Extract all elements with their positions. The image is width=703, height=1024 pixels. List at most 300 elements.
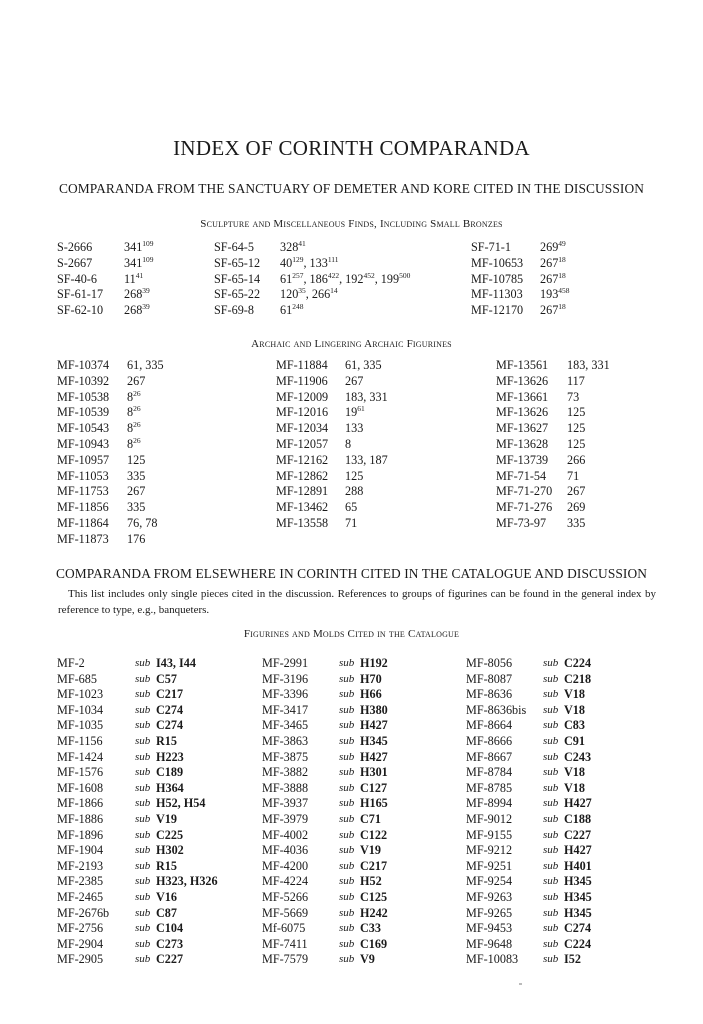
archaic-column-1 (57, 358, 257, 548)
accession-number: MF-13558 (276, 515, 329, 530)
sub-label: sub (135, 953, 151, 966)
page-reference: $61^{257}$, $186^{422}$, $192^{452}$, $199^{500}$ (280, 270, 411, 286)
index-entry (57, 358, 257, 374)
sub-label: sub (543, 719, 559, 732)
accession-number: MF-8087 (466, 671, 513, 686)
page-reference: $40^{129}$, $133^{111}$ (280, 254, 339, 270)
catalogue-number: C57 (156, 671, 177, 686)
catalogue-entry (262, 672, 462, 688)
catalogue-entry (57, 859, 257, 875)
catalogue-number: R15 (156, 858, 177, 873)
page-reference: 73 (567, 389, 580, 404)
page-reference: $341^{109}$ (124, 254, 154, 270)
sub-label: sub (339, 812, 355, 825)
index-entry (57, 405, 257, 421)
sub-label: sub (135, 657, 151, 669)
catalogue-entry (466, 765, 646, 781)
accession-number: MF-2676b (57, 905, 110, 920)
catalogue-number: H401 (564, 858, 592, 873)
index-entry (276, 437, 476, 453)
page-reference: $8^{26}$ (127, 420, 141, 436)
accession-number: MF-3396 (262, 687, 309, 702)
sub-label: sub (135, 703, 151, 716)
accession-number: MF-3465 (262, 718, 309, 733)
catalogue-entry (466, 703, 646, 719)
page-reference: 288 (345, 484, 364, 499)
catalogue-number: H223 (156, 749, 184, 764)
page-reference: 133, 187 (345, 452, 388, 467)
accession-number: MF-11856 (57, 500, 109, 515)
index-entry (496, 421, 656, 437)
sub-label: sub (339, 953, 355, 966)
catalogue-entry (262, 781, 462, 797)
accession-number: Mf-6075 (262, 921, 306, 936)
accession-number: MF-13561 (496, 358, 549, 372)
archaic-column-2 (276, 358, 476, 532)
catalogue-number: H165 (360, 796, 388, 811)
accession-number: MF-1608 (57, 780, 104, 795)
sub-label: sub (339, 875, 355, 888)
index-entry (276, 469, 476, 485)
page-reference: 183, 331 (345, 389, 388, 404)
accession-number: MF-73-97 (496, 515, 547, 530)
sub-label: sub (339, 734, 355, 747)
catalogue-number: I43, I44 (156, 656, 196, 670)
index-entry (276, 484, 476, 500)
catalogue-entry (262, 734, 462, 750)
accession-number: MF-8664 (466, 718, 513, 733)
accession-number: MF-12016 (276, 405, 329, 420)
accession-number: MF-8636 (466, 687, 513, 702)
index-entry (214, 272, 464, 288)
index-entry (214, 240, 464, 256)
sub-label: sub (543, 844, 559, 857)
accession-number: MF-3937 (262, 796, 309, 811)
accession-number: SF-62-10 (57, 303, 104, 318)
catalogue-number: V18 (564, 780, 585, 795)
catalogue-entry (262, 906, 462, 922)
accession-number: MF-10374 (57, 358, 110, 372)
sculpture-column-2 (214, 240, 464, 319)
catalogue-entry (466, 906, 646, 922)
index-entry (276, 390, 476, 406)
sub-label: sub (135, 766, 151, 779)
sub-label: sub (543, 657, 559, 669)
catalogue-number: H427 (360, 749, 388, 764)
accession-number: MF-2385 (57, 874, 104, 889)
sub-label: sub (543, 812, 559, 825)
catalogue-number: V19 (360, 843, 381, 858)
sub-label: sub (339, 828, 355, 841)
sub-label: sub (543, 672, 559, 685)
accession-number: MF-10785 (471, 271, 524, 286)
catalogue-entry (262, 656, 462, 672)
accession-number: MF-12009 (276, 389, 329, 404)
page-reference: 76, 78 (127, 515, 158, 530)
catalogue-entry (466, 874, 646, 890)
catalogue-entry (466, 843, 646, 859)
accession-number: MF-11303 (471, 287, 523, 302)
index-entry (276, 516, 476, 532)
accession-number: MF-9212 (466, 843, 513, 858)
catalogue-number: H70 (360, 671, 382, 686)
catalogue-entry (57, 937, 257, 953)
accession-number: MF-3888 (262, 780, 309, 795)
sub-label: sub (339, 781, 355, 794)
accession-number: MF-12891 (276, 484, 329, 499)
index-entry (496, 453, 656, 469)
accession-number: MF-10653 (471, 255, 524, 270)
page-reference: $61^{248}$ (280, 302, 304, 318)
page-reference: $269^{49}$ (540, 239, 566, 254)
index-entry (57, 516, 257, 532)
catalogue-number: V18 (564, 687, 585, 702)
accession-number: MF-3979 (262, 811, 309, 826)
catalogue-number: H364 (156, 780, 184, 795)
accession-number: MF-8056 (466, 656, 513, 670)
index-entry (496, 405, 656, 421)
accession-number: MF-8785 (466, 780, 513, 795)
accession-number: MF-11753 (57, 484, 109, 499)
catalogue-entry (262, 828, 462, 844)
index-entry (496, 374, 656, 390)
sub-label: sub (339, 844, 355, 857)
catalogue-entry (466, 796, 646, 812)
index-entry (496, 469, 656, 485)
sub-label: sub (135, 688, 151, 701)
accession-number: SF-61-17 (57, 287, 104, 302)
index-entry (57, 500, 257, 516)
catalogue-column-2 (262, 656, 462, 968)
catalogue-number: C83 (564, 718, 585, 733)
index-entry (57, 532, 257, 548)
accession-number: MF-1023 (57, 687, 104, 702)
sub-label: sub (135, 734, 151, 747)
page-reference: 183, 331 (567, 358, 610, 372)
catalogue-number: V9 (360, 952, 375, 967)
accession-number: MF-12170 (471, 303, 524, 318)
catalogue-entry (262, 937, 462, 953)
catalogue-entry (57, 781, 257, 797)
page-reference: 65 (345, 500, 358, 515)
catalogue-entry (262, 952, 462, 968)
page-reference: 267 (567, 484, 586, 499)
sub-label: sub (135, 906, 151, 919)
catalogue-number: H345 (564, 905, 592, 920)
accession-number: MF-7579 (262, 952, 309, 967)
accession-number: MF-8994 (466, 796, 513, 811)
sub-label: sub (339, 906, 355, 919)
accession-number: MF-13462 (276, 500, 329, 515)
index-entry (496, 500, 656, 516)
sub-label: sub (543, 797, 559, 810)
catalogue-number: C225 (156, 827, 184, 842)
index-entry (214, 287, 464, 303)
index-entry (496, 516, 656, 532)
accession-number: SF-65-14 (214, 271, 261, 286)
catalogue-entry (262, 718, 462, 734)
catalogue-entry (262, 750, 462, 766)
accession-number: MF-3196 (262, 671, 309, 686)
sub-label: sub (543, 859, 559, 872)
index-entry (57, 287, 207, 303)
catalogue-number: V18 (564, 702, 585, 717)
accession-number: MF-7411 (262, 936, 308, 951)
index-entry (214, 303, 464, 319)
catalogue-number: H192 (360, 656, 388, 670)
catalogue-number: R15 (156, 733, 177, 748)
sub-label: sub (135, 812, 151, 825)
accession-number: MF-1035 (57, 718, 104, 733)
subheading-sculpture: Sculpture and Miscellaneous Finds, Including Small Bronzes (200, 218, 503, 230)
subheading-archaic: Archaic and Lingering Archaic Figurines (251, 338, 452, 350)
page-reference: 125 (345, 468, 364, 483)
page-reference: $268^{39}$ (124, 286, 150, 302)
sub-label: sub (339, 890, 355, 903)
accession-number: MF-2465 (57, 889, 104, 904)
catalogue-entry (57, 718, 257, 734)
accession-number: MF-13626 (496, 373, 549, 388)
catalogue-entry (57, 952, 257, 968)
catalogue-number: C33 (360, 921, 381, 936)
accession-number: MF-2 (57, 656, 85, 670)
accession-number: MF-1866 (57, 796, 104, 811)
page-reference: 61, 335 (345, 358, 382, 372)
page-reference: 117 (567, 373, 585, 388)
catalogue-number: H345 (564, 874, 592, 889)
accession-number: SF-65-22 (214, 287, 261, 302)
catalogue-number: C125 (360, 889, 388, 904)
print-speck (519, 983, 522, 985)
sub-label: sub (543, 937, 559, 950)
accession-number: MF-1896 (57, 827, 104, 842)
catalogue-entry (57, 750, 257, 766)
page-reference: 125 (567, 436, 586, 451)
page-reference: 335 (127, 468, 146, 483)
index-entry (57, 272, 207, 288)
page-reference: 133 (345, 421, 364, 436)
sub-label: sub (543, 906, 559, 919)
index-entry (471, 272, 651, 288)
sub-label: sub (543, 688, 559, 701)
section-heading-elsewhere: COMPARANDA FROM ELSEWHERE IN CORINTH CITED IN THE CATALOGUE AND DISCUSSION (55, 566, 648, 581)
page-reference: 125 (567, 405, 586, 420)
page-reference: 266 (567, 452, 586, 467)
catalogue-entry (57, 921, 257, 937)
sub-label: sub (543, 734, 559, 747)
catalogue-number: C189 (156, 765, 184, 780)
accession-number: MF-11884 (276, 358, 328, 372)
catalogue-entry (57, 687, 257, 703)
accession-number: SF-69-8 (214, 303, 254, 318)
accession-number: SF-40-6 (57, 271, 97, 286)
index-entry (496, 390, 656, 406)
accession-number: MF-10943 (57, 436, 110, 451)
catalogue-number: C274 (156, 718, 184, 733)
catalogue-number: H242 (360, 905, 388, 920)
catalogue-entry (57, 734, 257, 750)
catalogue-entry (466, 921, 646, 937)
page-reference: $267^{18}$ (540, 270, 566, 286)
accession-number: MF-3863 (262, 733, 309, 748)
catalogue-entry (262, 890, 462, 906)
accession-number: MF-9155 (466, 827, 513, 842)
page-reference: 335 (127, 500, 146, 515)
index-entry (276, 358, 476, 374)
index-entry (57, 421, 257, 437)
catalogue-number: H66 (360, 687, 382, 702)
accession-number: MF-1156 (57, 733, 103, 748)
catalogue-entry (57, 765, 257, 781)
catalogue-number: H427 (564, 796, 592, 811)
sub-label: sub (543, 875, 559, 888)
catalogue-number: C188 (564, 811, 592, 826)
sub-label: sub (543, 781, 559, 794)
catalogue-entry (262, 843, 462, 859)
catalogue-entry (466, 937, 646, 953)
catalogue-entry (57, 828, 257, 844)
accession-number: MF-5266 (262, 889, 309, 904)
accession-number: MF-9012 (466, 811, 513, 826)
accession-number: MF-12162 (276, 452, 329, 467)
index-entry (57, 240, 207, 256)
accession-number: MF-4200 (262, 858, 309, 873)
catalogue-entry (57, 656, 257, 672)
archaic-column-3 (496, 358, 656, 532)
page-reference: 125 (127, 452, 146, 467)
page-reference: $267^{18}$ (540, 302, 566, 318)
catalogue-entry (262, 812, 462, 828)
catalogue-entry (466, 812, 646, 828)
page-reference: 267 (345, 373, 364, 388)
sub-label: sub (543, 953, 559, 966)
accession-number: MF-4224 (262, 874, 309, 889)
accession-number: MF-10539 (57, 405, 110, 420)
index-entry (471, 256, 651, 272)
accession-number: S-2666 (57, 240, 93, 254)
catalogue-number: C217 (156, 687, 184, 702)
catalogue-number: C104 (156, 921, 184, 936)
section-heading-sanctuary: COMPARANDA FROM THE SANCTUARY OF DEMETER AND KORE CITED IN THE DISCUSSION (58, 181, 645, 196)
accession-number: MF-9254 (466, 874, 513, 889)
catalogue-number: C227 (156, 952, 184, 967)
accession-number: MF-2904 (57, 936, 104, 951)
sculpture-column-3 (471, 240, 651, 319)
accession-number: SF-65-12 (214, 255, 261, 270)
catalogue-entry (57, 890, 257, 906)
sub-label: sub (339, 922, 355, 935)
catalogue-entry (262, 874, 462, 890)
sub-label: sub (339, 859, 355, 872)
page-reference: 71 (345, 515, 358, 530)
accession-number: MF-4002 (262, 827, 309, 842)
index-entry (276, 405, 476, 421)
accession-number: MF-1886 (57, 811, 104, 826)
catalogue-number: C224 (564, 656, 592, 670)
accession-number: S-2667 (57, 255, 93, 270)
sub-label: sub (135, 797, 151, 810)
index-entry (276, 421, 476, 437)
index-entry (57, 390, 257, 406)
accession-number: MF-12057 (276, 436, 329, 451)
accession-number: MF-10957 (57, 452, 110, 467)
catalogue-entry (57, 812, 257, 828)
sub-label: sub (135, 672, 151, 685)
catalogue-number: H323, H326 (156, 874, 218, 889)
accession-number: MF-13661 (496, 389, 549, 404)
accession-number: MF-12034 (276, 421, 329, 436)
page-reference: $267^{18}$ (540, 254, 566, 270)
page-reference: 71 (567, 468, 580, 483)
page-reference: $341^{109}$ (124, 239, 154, 254)
sub-label: sub (339, 703, 355, 716)
page-reference: $19^{61}$ (345, 404, 365, 420)
accession-number: MF-1424 (57, 749, 104, 764)
index-entry (57, 453, 257, 469)
accession-number: MF-3882 (262, 765, 309, 780)
accession-number: MF-11864 (57, 515, 109, 530)
catalogue-entry (262, 765, 462, 781)
catalogue-number: C274 (156, 702, 184, 717)
sub-label: sub (339, 657, 355, 669)
index-entry (214, 256, 464, 272)
page-reference: 267 (127, 484, 146, 499)
catalogue-number: C227 (564, 827, 592, 842)
catalogue-number: H302 (156, 843, 184, 858)
accession-number: MF-5669 (262, 905, 309, 920)
index-entry (471, 303, 651, 319)
accession-number: MF-71-54 (496, 468, 547, 483)
catalogue-entry (57, 703, 257, 719)
catalogue-number: C169 (360, 936, 388, 951)
sub-label: sub (339, 688, 355, 701)
catalogue-entry (262, 687, 462, 703)
page-reference: $11^{41}$ (124, 270, 144, 286)
catalogue-number: C273 (156, 936, 184, 951)
sub-label: sub (543, 750, 559, 763)
index-entry (496, 484, 656, 500)
accession-number: MF-11053 (57, 468, 109, 483)
sub-label: sub (135, 781, 151, 794)
catalogue-entry (57, 906, 257, 922)
page-reference: $268^{39}$ (124, 302, 150, 318)
catalogue-entry (466, 672, 646, 688)
catalogue-column-3 (466, 656, 646, 968)
catalogue-entry (57, 843, 257, 859)
catalogue-number: C71 (360, 811, 381, 826)
sub-label: sub (135, 719, 151, 732)
sub-label: sub (543, 766, 559, 779)
sub-label: sub (339, 797, 355, 810)
accession-number: MF-9648 (466, 936, 513, 951)
catalogue-entry (466, 750, 646, 766)
catalogue-number: H345 (564, 889, 592, 904)
accession-number: MF-9251 (466, 858, 513, 873)
accession-number: MF-8666 (466, 733, 513, 748)
accession-number: MF-9265 (466, 905, 513, 920)
page-reference: $328^{41}$ (280, 239, 306, 254)
index-entry (276, 453, 476, 469)
page-reference: 125 (567, 421, 586, 436)
page-reference: 335 (567, 515, 586, 530)
accession-number: MF-4036 (262, 843, 309, 858)
catalogue-number: C218 (564, 671, 592, 686)
accession-number: MF-8784 (466, 765, 513, 780)
catalogue-entry (466, 687, 646, 703)
page-title: INDEX OF CORINTH COMPARANDA (173, 136, 530, 160)
accession-number: MF-71-270 (496, 484, 553, 499)
catalogue-entry (262, 703, 462, 719)
